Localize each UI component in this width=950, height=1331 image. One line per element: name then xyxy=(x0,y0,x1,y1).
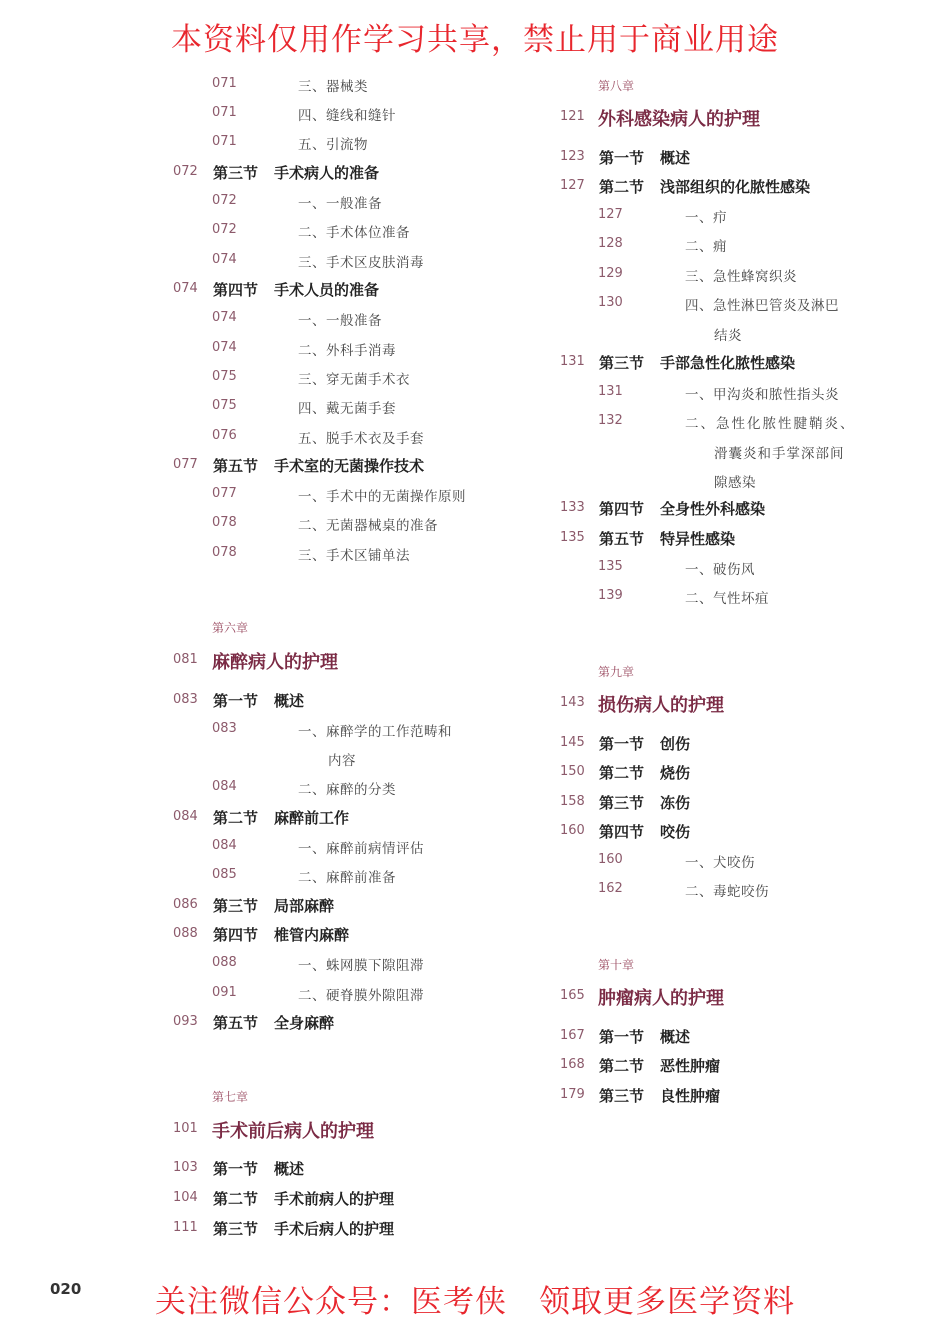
section-label: 第三节 xyxy=(213,897,259,915)
page-number: 020 xyxy=(50,1280,82,1298)
entry-title: 五、引流物 xyxy=(298,137,368,153)
section-title: 全身麻醉 xyxy=(274,1014,335,1032)
entry-page: 076 xyxy=(212,428,237,443)
entry-title: 一、一般准备 xyxy=(298,313,382,329)
section-page: 093 xyxy=(173,1014,198,1029)
section-title: 概述 xyxy=(660,149,691,167)
entry-title: 二、急性化脓性腱鞘炎、 xyxy=(685,416,856,432)
section-label: 第一节 xyxy=(599,1028,645,1046)
section-title: 创伤 xyxy=(660,735,691,753)
entry-page: 162 xyxy=(598,881,623,896)
entry-title: 四、急性淋巴管炎及淋巴 xyxy=(685,298,839,314)
entry-title: 二、手术体位准备 xyxy=(298,225,410,241)
entry-page: 130 xyxy=(598,295,623,310)
section-title: 特异性感染 xyxy=(660,530,736,548)
entry-page: 128 xyxy=(598,236,623,251)
section-label: 第四节 xyxy=(213,281,259,299)
section-page: 104 xyxy=(173,1190,198,1205)
entry-title: 三、器械类 xyxy=(298,79,368,95)
entry-title: 三、手术区铺单法 xyxy=(298,548,410,564)
section-label: 第四节 xyxy=(213,926,259,944)
entry-title-continued: 隙感染 xyxy=(714,475,756,491)
section-label: 第五节 xyxy=(599,530,645,548)
section-page: 135 xyxy=(560,530,585,545)
entry-page: 084 xyxy=(212,779,237,794)
entry-page: 088 xyxy=(212,955,237,970)
section-label: 第五节 xyxy=(213,1014,259,1032)
entry-title: 二、硬脊膜外隙阻滞 xyxy=(298,988,424,1004)
section-title: 手术前病人的护理 xyxy=(274,1190,395,1208)
section-page: 168 xyxy=(560,1057,585,1072)
chapter-label: 第九章 xyxy=(598,665,635,679)
entry-page: 131 xyxy=(598,384,623,399)
entry-title: 三、急性蜂窝织炎 xyxy=(685,269,797,285)
section-page: 133 xyxy=(560,500,585,515)
entry-title: 二、麻醉的分类 xyxy=(298,782,396,798)
entry-title: 四、缝线和缝针 xyxy=(298,108,396,124)
section-label: 第一节 xyxy=(213,1160,259,1178)
section-title: 恶性肿瘤 xyxy=(660,1057,721,1075)
chapter-title: 损伤病人的护理 xyxy=(598,695,724,716)
chapter-page: 143 xyxy=(560,695,585,710)
entry-page: 160 xyxy=(598,852,623,867)
section-label: 第四节 xyxy=(599,500,645,518)
entry-page: 129 xyxy=(598,266,623,281)
entry-title: 五、脱手术衣及手套 xyxy=(298,431,424,447)
section-label: 第三节 xyxy=(599,354,645,372)
section-label: 第二节 xyxy=(599,764,645,782)
entry-title: 二、毒蛇咬伤 xyxy=(685,884,769,900)
entry-page: 127 xyxy=(598,207,623,222)
section-page: 179 xyxy=(560,1087,585,1102)
chapter-title: 手术前后病人的护理 xyxy=(212,1121,374,1142)
section-page: 150 xyxy=(560,764,585,779)
section-title: 咬伤 xyxy=(660,823,691,841)
entry-title: 二、气性坏疽 xyxy=(685,591,769,607)
section-label: 第五节 xyxy=(213,457,259,475)
entry-page: 091 xyxy=(212,985,237,1000)
entry-page: 072 xyxy=(212,222,237,237)
section-title: 手部急性化脓性感染 xyxy=(660,354,796,372)
chapter-title: 肿瘤病人的护理 xyxy=(598,988,724,1009)
entry-title-continued: 滑囊炎和手掌深部间 xyxy=(714,446,845,462)
chapter-label: 第八章 xyxy=(598,79,635,93)
entry-title: 二、无菌器械桌的准备 xyxy=(298,518,438,534)
entry-title: 二、外科手消毒 xyxy=(298,343,396,359)
section-page: 111 xyxy=(173,1220,198,1235)
entry-page: 072 xyxy=(212,193,237,208)
section-title: 概述 xyxy=(660,1028,691,1046)
section-label: 第一节 xyxy=(599,149,645,167)
section-title: 烧伤 xyxy=(660,764,691,782)
chapter-label: 第七章 xyxy=(212,1090,249,1104)
section-label: 第三节 xyxy=(213,1220,259,1238)
entry-page: 135 xyxy=(598,559,623,574)
section-label: 第三节 xyxy=(599,1087,645,1105)
entry-page: 071 xyxy=(212,134,237,149)
entry-page: 071 xyxy=(212,105,237,120)
entry-title: 一、手术中的无菌操作原则 xyxy=(298,489,466,505)
entry-title: 一、蛛网膜下隙阻滞 xyxy=(298,958,424,974)
entry-page: 085 xyxy=(212,867,237,882)
section-title: 椎管内麻醉 xyxy=(274,926,350,944)
entry-title: 三、穿无菌手术衣 xyxy=(298,372,410,388)
section-title: 手术人员的准备 xyxy=(274,281,380,299)
chapter-page: 081 xyxy=(173,652,198,667)
section-title: 浅部组织的化脓性感染 xyxy=(660,178,811,196)
chapter-title: 麻醉病人的护理 xyxy=(212,652,338,673)
entry-title-continued: 内容 xyxy=(328,753,356,769)
entry-page: 074 xyxy=(212,310,237,325)
section-label: 第四节 xyxy=(599,823,645,841)
section-page: 074 xyxy=(173,281,198,296)
section-title: 良性肿瘤 xyxy=(660,1087,721,1105)
entry-title: 三、手术区皮肤消毒 xyxy=(298,255,424,271)
entry-title: 一、甲沟炎和脓性指头炎 xyxy=(685,387,839,403)
entry-title: 一、麻醉前病情评估 xyxy=(298,841,424,857)
section-label: 第三节 xyxy=(213,164,259,182)
section-page: 158 xyxy=(560,794,585,809)
chapter-label: 第十章 xyxy=(598,958,635,972)
section-label: 第二节 xyxy=(599,178,645,196)
entry-page: 075 xyxy=(212,369,237,384)
section-page: 077 xyxy=(173,457,198,472)
section-page: 127 xyxy=(560,178,585,193)
entry-page: 084 xyxy=(212,838,237,853)
section-label: 第二节 xyxy=(213,1190,259,1208)
entry-title-continued: 结炎 xyxy=(714,328,742,344)
section-page: 084 xyxy=(173,809,198,824)
chapter-page: 101 xyxy=(173,1121,198,1136)
section-title: 手术室的无菌操作技术 xyxy=(274,457,425,475)
section-title: 手术后病人的护理 xyxy=(274,1220,395,1238)
section-title: 概述 xyxy=(274,692,305,710)
entry-page: 139 xyxy=(598,588,623,603)
section-title: 概述 xyxy=(274,1160,305,1178)
entry-page: 078 xyxy=(212,545,237,560)
section-title: 冻伤 xyxy=(660,794,691,812)
entry-title: 一、一般准备 xyxy=(298,196,382,212)
entry-title: 一、麻醉学的工作范畴和 xyxy=(298,724,452,740)
bottom-watermark-banner: 关注微信公众号：医考侠 领取更多医学资料 xyxy=(155,1284,795,1320)
section-page: 123 xyxy=(560,149,585,164)
chapter-label: 第六章 xyxy=(212,621,249,635)
section-page: 103 xyxy=(173,1160,198,1175)
section-title: 全身性外科感染 xyxy=(660,500,766,518)
section-page: 160 xyxy=(560,823,585,838)
section-page: 167 xyxy=(560,1028,585,1043)
section-title: 麻醉前工作 xyxy=(274,809,350,827)
section-page: 088 xyxy=(173,926,198,941)
section-label: 第一节 xyxy=(599,735,645,753)
top-watermark-banner: 本资料仅用作学习共享，禁止用于商业用途 xyxy=(171,22,779,58)
entry-title: 一、犬咬伤 xyxy=(685,855,755,871)
section-title: 手术病人的准备 xyxy=(274,164,380,182)
section-page: 145 xyxy=(560,735,585,750)
entry-title: 一、破伤风 xyxy=(685,562,755,578)
entry-page: 074 xyxy=(212,340,237,355)
entry-page: 083 xyxy=(212,721,237,736)
chapter-page: 165 xyxy=(560,988,585,1003)
section-label: 第三节 xyxy=(599,794,645,812)
section-page: 072 xyxy=(173,164,198,179)
section-label: 第二节 xyxy=(213,809,259,827)
chapter-title: 外科感染病人的护理 xyxy=(598,109,760,130)
section-label: 第一节 xyxy=(213,692,259,710)
entry-title: 四、戴无菌手套 xyxy=(298,401,396,417)
section-page: 131 xyxy=(560,354,585,369)
entry-page: 075 xyxy=(212,398,237,413)
entry-title: 二、痈 xyxy=(685,239,727,255)
section-page: 086 xyxy=(173,897,198,912)
entry-title: 二、麻醉前准备 xyxy=(298,870,396,886)
entry-page: 078 xyxy=(212,515,237,530)
section-label: 第二节 xyxy=(599,1057,645,1075)
entry-title: 一、疖 xyxy=(685,210,727,226)
entry-page: 074 xyxy=(212,252,237,267)
entry-page: 071 xyxy=(212,76,237,91)
section-title: 局部麻醉 xyxy=(274,897,335,915)
section-page: 083 xyxy=(173,692,198,707)
entry-page: 132 xyxy=(598,413,623,428)
chapter-page: 121 xyxy=(560,109,585,124)
entry-page: 077 xyxy=(212,486,237,501)
